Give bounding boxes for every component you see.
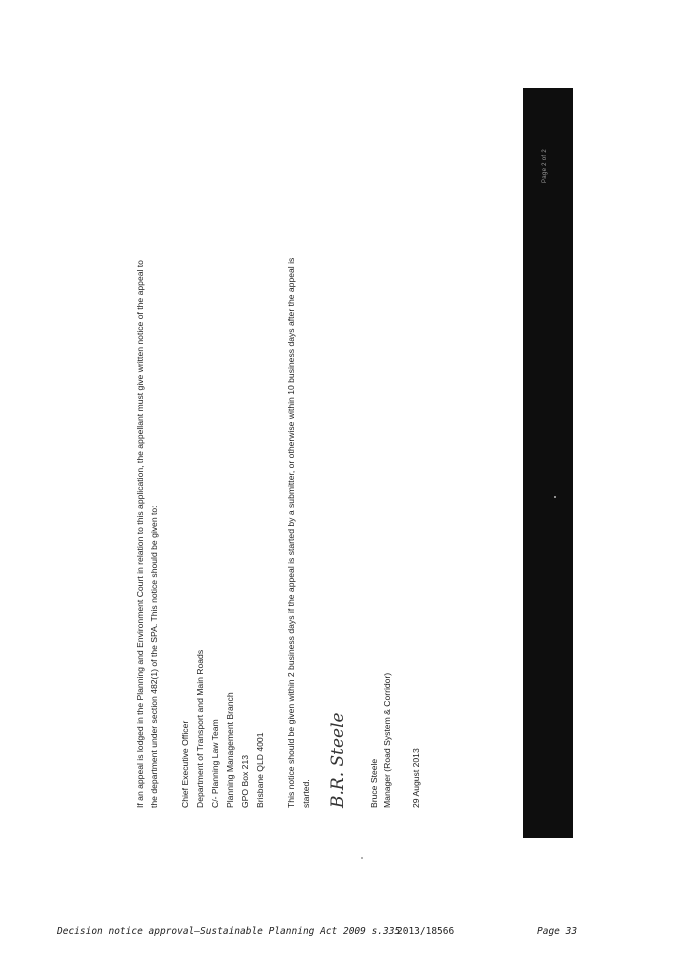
- rotated-page-content: [100, 88, 580, 838]
- footer-document-title: Decision notice approval—Sustainable Planning Act 2009 s.335: [57, 926, 401, 937]
- address-line: Planning Management Branch: [225, 692, 235, 808]
- signatory-title: Manager (Road System & Corridor): [382, 672, 392, 808]
- signed-date: 29 August 2013: [411, 748, 421, 808]
- address-line: Department of Transport and Main Roads: [195, 649, 205, 808]
- address-line: Chief Executive Officer: [180, 720, 190, 808]
- timing-paragraph-line-1: This notice should be given within 2 business days if the appeal is started by a submitter, or otherwise within 10 business days after the appeal is: [286, 257, 296, 808]
- address-line: C/- Planning Law Team: [210, 719, 220, 808]
- footer-reference: 2013/18566: [397, 926, 455, 937]
- appeal-paragraph-line-2: the department under section 482(1) of the SPA. This notice should be given to:: [149, 505, 159, 808]
- appeal-paragraph-line-1: If an appeal is lodged in the Planning and Environment Court in relation to this application, the appellant must give written notice of the appeal to: [135, 260, 145, 808]
- address-line: GPO Box 213: [240, 754, 250, 808]
- scan-black-border: [523, 88, 573, 838]
- signatory-name: Bruce Steele: [369, 758, 379, 808]
- footer-page-number: Page 33: [537, 926, 578, 937]
- handwritten-signature: B.R. Steele: [328, 712, 348, 808]
- scanned-page: [100, 88, 580, 838]
- page-number-mark: Page 2 of 2: [542, 149, 548, 183]
- scan-speck: [554, 496, 556, 498]
- timing-paragraph-line-2: started.: [301, 779, 311, 808]
- address-line: Brisbane QLD 4001: [255, 732, 265, 808]
- scan-speck: [361, 857, 363, 859]
